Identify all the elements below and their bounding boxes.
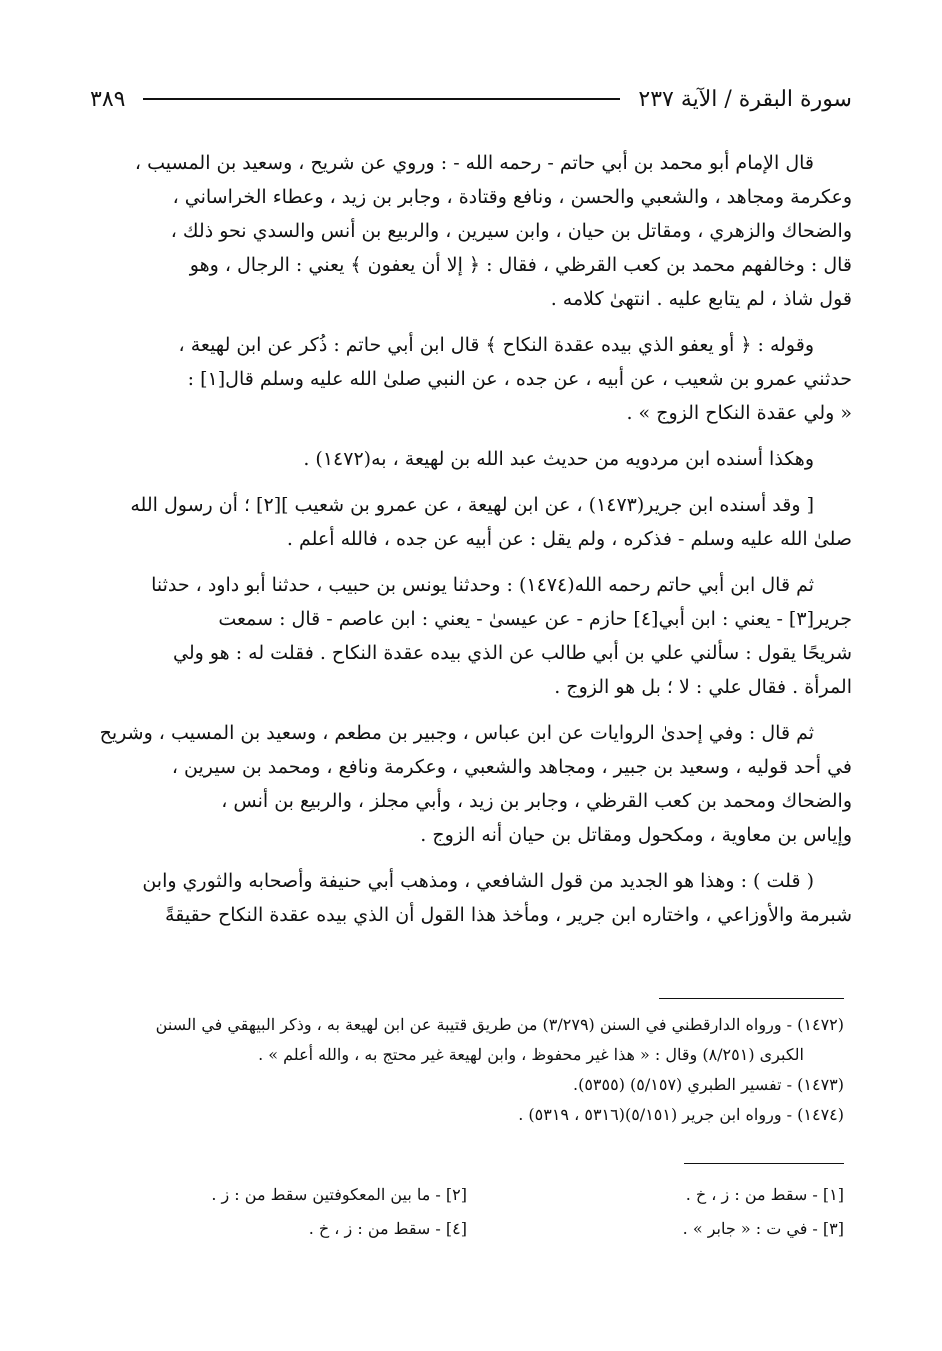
- variant-note-1: [١] - سقط من : ز ، خ .: [685, 1185, 844, 1204]
- text-line: والضحاك والزهري ، ومقاتل بن حيان ، وابن سيرين ، والربيع بن أنس والسدي نحو ذلك ،: [170, 220, 852, 242]
- text-line: ثم قال : وفي إحدىٰ الروايات عن ابن عباس ، وجبير بن مطعم ، وسعيد بن المسيب ، وشريح: [99, 722, 814, 744]
- paragraph-3: [90, 442, 852, 476]
- footnote-line: (١٤٧٢) - ورواه الدارقطني في السنن (٣/٢٧٩) من طريق قتيبة عن ابن لهيعة به ، وذكر البيهقي في السنن: [155, 1015, 844, 1034]
- footnote-line: (١٤٧٣) - تفسير الطبري (٥/١٥٧) (٥٣٥٥).: [572, 1075, 844, 1094]
- text-line: شبرمة والأوزاعي ، واختاره ابن جرير ، ومأخذ هذا القول أن الذي بيده عقدة النكاح حقيقةً: [165, 904, 852, 926]
- page-header: [90, 82, 852, 116]
- paragraph-1: [90, 146, 852, 316]
- text-line: وهكذا أسنده ابن مردويه من حديث عبد الله بن لهيعة ، به(١٤٧٢) .: [303, 448, 814, 470]
- text-line: جرير[٣] - يعني : ابن أبي[٤] حازم - عن عيسىٰ - يعني : ابن عاصم - قال : سمعت: [218, 608, 852, 630]
- footnote-1474: [90, 1100, 844, 1130]
- text-line: ثم قال ابن أبي حاتم رحمه الله(١٤٧٤) : وحدثنا يونس بن حبيب ، حدثنا أبو داود ، حدثنا: [151, 574, 814, 596]
- text-line: « ولي عقدة النكاح الزوج » .: [626, 402, 852, 424]
- text-line: قول شاذ ، لم يتابع عليه . انتهىٰ كلامه .: [550, 288, 852, 310]
- paragraph-4: [90, 488, 852, 556]
- text-line: المرأة . فقال علي : لا ؛ بل هو الزوج .: [554, 676, 852, 698]
- text-line: [ وقد أسنده ابن جرير(١٤٧٣) ، عن ابن لهيعة ، عن عمرو بن شعيب ][٢] ؛ أن رسول الله: [130, 494, 814, 516]
- variants-separator: [684, 1163, 844, 1164]
- text-line: قال : وخالفهم محمد بن كعب القرظي ، فقال : ﴿ إلا أن يعفون ﴾ يعني : الرجال ، وهو: [189, 254, 852, 276]
- text-line: وقوله : ﴿ أو يعفو الذي بيده عقدة النكاح ﴾ قال ابن أبي حاتم : ذُكر عن ابن لهيعة ،: [178, 334, 814, 356]
- text-line: شريحًا يقول : سألني علي بن أبي طالب عن الذي بيده عقدة النكاح . فقلت له : هو ولي: [173, 642, 852, 664]
- footnote-separator: [659, 998, 844, 999]
- manuscript-variants: [130, 1178, 844, 1246]
- main-text: [90, 146, 852, 944]
- text-line: قال الإمام أبو محمد بن أبي حاتم - رحمه الله - : وروي عن شريح ، وسعيد بن المسيب ،: [134, 152, 814, 174]
- footnotes: [90, 1010, 844, 1130]
- footnote-1472: [90, 1010, 844, 1070]
- variant-note-3: [٣] - في ت : « جابر » .: [682, 1219, 844, 1238]
- text-line: وعكرمة ومجاهد ، والشعبي والحسن ، ونافع وقتادة ، وجابر بن زيد ، وعطاء الخراساني ،: [172, 186, 852, 208]
- paragraph-2: [90, 328, 852, 430]
- text-line: وإياس بن معاوية ، ومكحول ومقاتل بن حيان أنه الزوج .: [420, 824, 852, 846]
- variant-note-4: [٤] - سقط من : ز ، خ .: [308, 1219, 467, 1238]
- paragraph-5: [90, 568, 852, 704]
- footnote-line: (١٤٧٤) - ورواه ابن جرير (٥/١٥١)(٥٣١٦ ، ٥٣١٩) .: [518, 1105, 844, 1124]
- text-line: ( قلت ) : وهذا هو الجديد من قول الشافعي ، ومذهب أبي حنيفة وأصحابه والثوري وابن: [142, 870, 814, 892]
- text-line: صلىٰ الله عليه وسلم - فذكره ، ولم يقل : عن أبيه عن جده ، فالله أعلم .: [286, 528, 852, 550]
- running-title: سورة البقرة / الآية ٢٣٧: [638, 86, 852, 112]
- footnote-line: الكبرى (٨/٢٥١) وقال : « هذا غير محفوظ ، وابن لهيعة غير محتج به ، والله أعلم » .: [258, 1045, 804, 1064]
- text-line: حدثني عمرو بن شعيب ، عن أبيه ، عن جده ، عن النبي صلىٰ الله عليه وسلم قال[١] :: [187, 368, 852, 390]
- paragraph-6: [90, 716, 852, 852]
- text-line: والضحاك ومحمد بن كعب القرظي ، وجابر بن زيد ، وأبي مجلز ، والربيع بن أنس ،: [221, 790, 852, 812]
- page-number: ٣٨٩: [90, 86, 126, 112]
- text-line: في أحد قوليه ، وسعيد بن جبير ، ومجاهد والشعبي ، وعكرمة ونافع ، ومحمد بن سيرين ،: [171, 756, 852, 778]
- footnote-1473: [90, 1070, 844, 1100]
- variant-note-2: [٢] - ما بين المعكوفتين سقط من : ز .: [211, 1185, 467, 1204]
- paragraph-7: [90, 864, 852, 932]
- header-rule: [143, 98, 620, 100]
